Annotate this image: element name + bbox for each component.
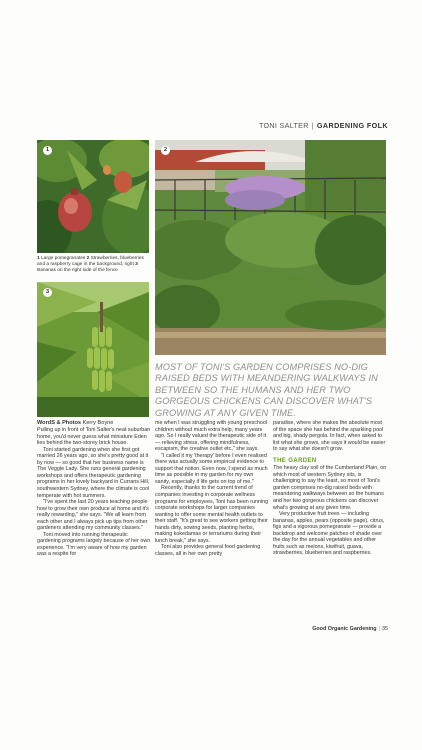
paragraph: Pulling up in front of Toni Salter's neat suburban home, you'd never guess what miniature Eden lies behind the two-storey brick house. <box>37 427 151 447</box>
photo-pomegranates <box>37 140 149 253</box>
byline-label: WordS & Photos <box>37 420 82 426</box>
paragraph: Toni moved into running therapeutic gardening programs largely because of her own experience. "I'm very aware of how my garden was a respite for <box>37 531 151 558</box>
photo-number-2: 2 <box>161 146 170 155</box>
running-header <box>259 121 388 130</box>
bananas-image <box>37 282 149 417</box>
caption-number-3: 3 <box>135 262 138 267</box>
byline-name: Kerry Boyne <box>81 420 114 426</box>
paragraph: Recently, thanks to the current trend of companies investing in corporate wellness programs for employees, Toni has been running corporate workshops for larger companies wanting to offer some mental health outlets to their staff. "It's great to see workers getting their hands dirty, sowing seeds, planting herbs, making kokedamas or terrariums during their lunch break," she says. <box>155 485 269 544</box>
garden-beds-image <box>155 140 386 355</box>
photo-number-3: 3 <box>43 288 52 297</box>
paragraph: "I called it my 'therapy' before I even realised there was actually some empirical evidence to support that notion. Even now, I spend as much time as possible in my garden for my own sanity, especially if life gets on top of me." <box>155 452 268 485</box>
caption-number-1: 1 <box>37 256 40 261</box>
photo-bananas <box>37 282 149 417</box>
photo-number-1: 1 <box>43 146 52 155</box>
header-section: GARDENING FOLK <box>316 121 388 130</box>
paragraph: paradise, where she makes the absolute most of the space she has behind the sparkling pool and big, shady pergola. In fact, when asked to list what she grows, she says it would be easier to say what she doesn't grow. <box>273 420 386 453</box>
byline <box>37 420 151 427</box>
paragraph: Very productive fruit trees — including bananas, apples, pears (opposite page), citrus, figs and a vigorous pomegranate — provide a backdrop and welcome patches of shade over the day for the annual vegetables and other fruits such as melons, kiwifruit, guava, strawberries, blueberries and raspberries. <box>273 511 385 557</box>
photo-garden-beds <box>155 140 386 355</box>
paragraph: Toni also provides general food gardening classes, all in her own pretty <box>155 544 261 557</box>
pull-quote: MOST OF TONI'S GARDEN COMPRISES NO-DIG RAISED BEDS WITH MEANDERING WALKWAYS IN BETWEEN SO THE HUMANS AND HER TWO GORGEOUS CHICKENS CAN DISCOVER WHAT'S GROWING AT ANY GIVEN TIME. <box>155 362 378 418</box>
article-column-3 <box>273 420 387 557</box>
page-number: 35 <box>382 626 388 632</box>
footer-divider: | <box>378 626 380 632</box>
paragraph: "I've spent the last 20 years teaching people how to grow their own produce at home and it's really rewarding," she says. "We all learn from each other and I always pick up tips from other gardeners attending my community classes." <box>37 499 149 532</box>
caption-text-3: Bananas on the right side of the fence <box>37 268 118 273</box>
paragraph: The heavy clay soil of the Cumberland Plain, on which most of western Sydney sits, is challenging to say the least, so most of Toni's garden comprises no-dig raised beds with meandering walkways between so the humans and her two gorgeous chickens can discover what's growing at any given time. <box>273 465 387 511</box>
caption-text-1: Large pomegranates <box>39 256 87 261</box>
article-column-1 <box>37 420 151 558</box>
header-divider: | <box>311 121 314 130</box>
caption-text-2: Strawberries, blueberries and a raspberry cage in the background, right <box>37 256 144 267</box>
pomegranate-image <box>37 140 149 253</box>
footer-magazine: Good Organic Gardening <box>312 626 377 632</box>
paragraph: me when I was struggling with young preschool children without much extra help, many years ago. So I really valued the therapeutic side of it — relieving stress, offering mindfulness, escapism, the creative outlet etc," she says. <box>155 420 267 453</box>
photo-caption <box>37 256 153 274</box>
header-author: TONI SALTER <box>258 121 309 130</box>
paragraph: Toni started gardening when she first got married 26 years ago, so she's pretty good at it by now — so good that her business name is The Veggie Lady. She runs general gardening workshops and offers therapeutic gardening programs in her lovely backyard in Currans Hill, southwestern Sydney, where the climate is cool temperate with hot summers. <box>37 446 150 499</box>
article-column-2 <box>155 420 269 557</box>
page-footer <box>312 626 388 632</box>
section-subhead: THE GARDEN <box>273 457 317 464</box>
caption-number-2: 2 <box>86 256 90 261</box>
